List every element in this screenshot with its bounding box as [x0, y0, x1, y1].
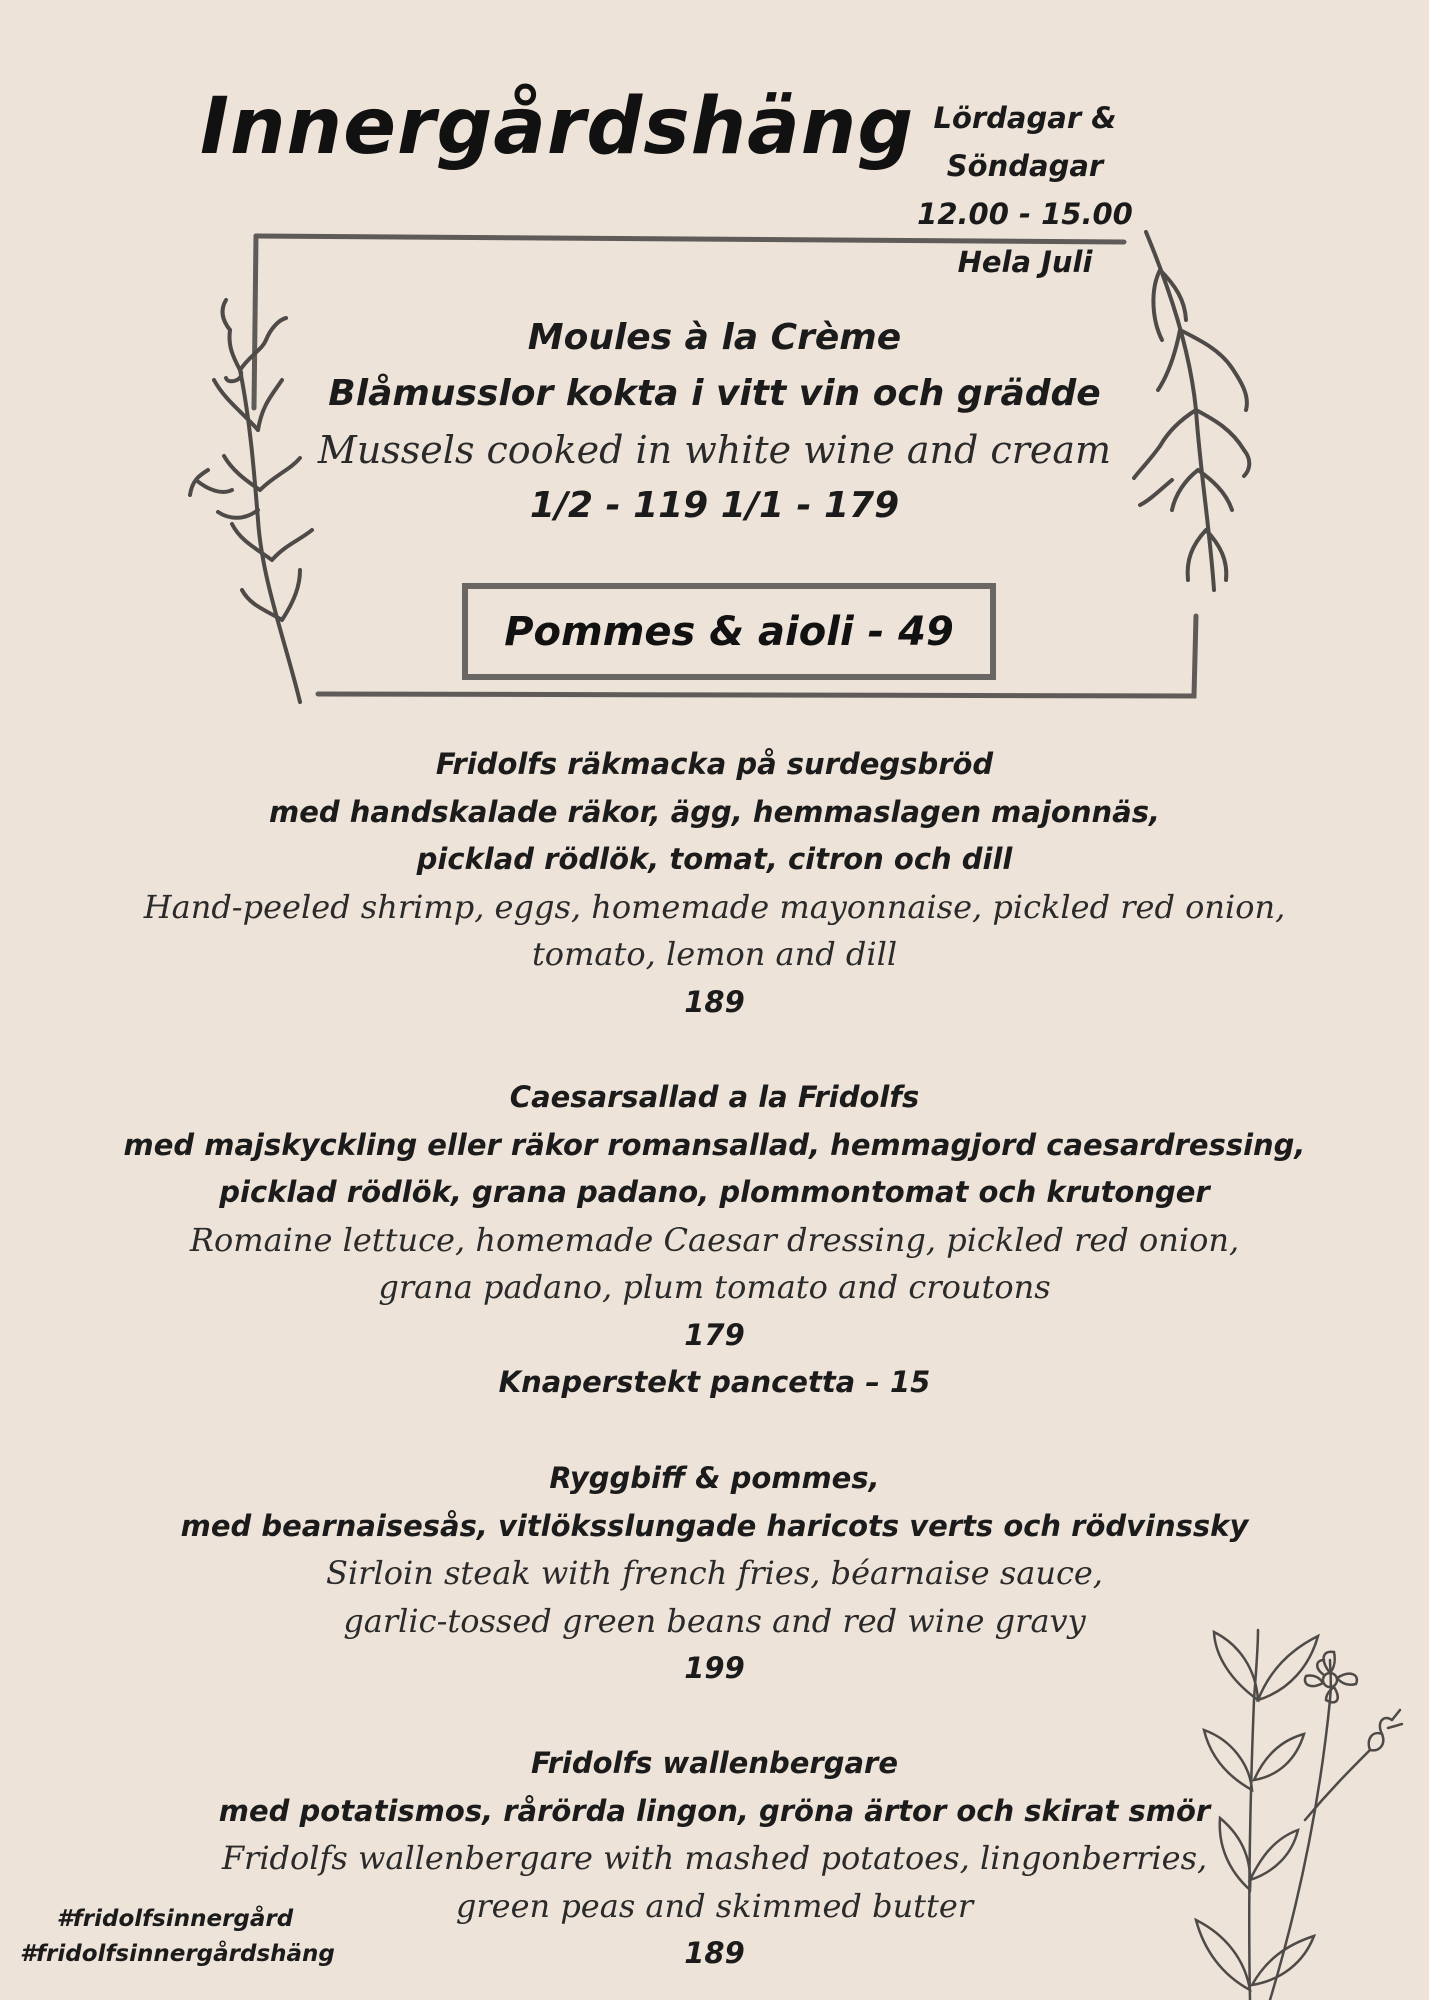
menu-item-swedish: med handskalade räkor, ägg, hemmaslagen majonnäs,: [269, 794, 1160, 829]
menu-item-price: 179: [684, 1317, 745, 1352]
menu-item-name: Caesarsallad a la Fridolfs: [509, 1080, 920, 1114]
menu-item: [0, 1074, 1429, 1407]
menu-item-english: Sirloin steak with french fries, béarnaise sauce,: [326, 1554, 1103, 1592]
menu-item-english: green peas and skimmed butter: [455, 1886, 974, 1925]
menu-item-price: 199: [684, 1651, 745, 1685]
menu-item: [0, 1455, 1429, 1693]
menu-item-swedish: med majskyckling eller räkor romansallad, hemmagjord caesardressing,: [123, 1127, 1306, 1162]
menu-item-swedish: picklad rödlök, tomat, citron och dill: [416, 842, 1013, 876]
hashtags: [20, 1902, 335, 1972]
featured-dish-swedish: Blåmusslor kokta i vitt vin och grädde: [328, 373, 1101, 414]
menu-item-english: garlic-tossed green beans and red wine gravy: [343, 1601, 1086, 1640]
menu-item-name: Ryggbiff & pommes,: [549, 1461, 880, 1495]
hashtag: #fridolfsinnergårdshäng: [20, 1941, 335, 1967]
schedule-hours: 12.00 - 15.00: [917, 197, 1133, 231]
schedule-period: Hela Juli: [957, 245, 1093, 279]
menu-item-extra: Knaperstekt pancetta – 15: [498, 1365, 931, 1399]
menu-item-english: Hand-peeled shrimp, eggs, homemade mayonnaise, pickled red onion,: [143, 887, 1286, 926]
schedule-days: Lördagar & Söndagar: [933, 101, 1117, 183]
hashtag: #fridolfsinnergård: [56, 1906, 294, 1932]
menu-item-english: Fridolfs wallenbergare with mashed potatoes, lingonberries,: [221, 1839, 1208, 1877]
menu-item-swedish: med bearnaisesås, vitlöksslungade haricots verts och rödvinssky: [180, 1508, 1249, 1543]
menu-title: Innergårdshäng: [200, 82, 915, 172]
menu-item-price: 189: [684, 984, 745, 1019]
menu-item-swedish: med potatismos, rårörda lingon, gröna ärtor och skirat smör: [218, 1793, 1211, 1828]
menu-item-swedish: picklad rödlök, grana padano, plommontomat och krutonger: [219, 1175, 1210, 1209]
menu-item-english: Romaine lettuce, homemade Caesar dressing, pickled red onion,: [189, 1220, 1240, 1259]
menu-item-price: 189: [684, 1936, 745, 1970]
menu-item-english: grana padano, plum tomato and croutons: [378, 1268, 1051, 1306]
menu-item-english: tomato, lemon and dill: [531, 935, 898, 973]
menu-item: [0, 741, 1429, 1026]
menu-item-name: Fridolfs wallenbergare: [530, 1746, 899, 1780]
side-dish-label: Pommes & aioli - 49: [504, 608, 954, 655]
featured-dish-name: Moules à la Crème: [527, 317, 902, 358]
featured-dish: [0, 310, 1429, 534]
menu-item-name: Fridolfs räkmacka på surdegsbröd: [435, 747, 994, 781]
featured-dish-english: Mussels cooked in white wine and cream: [317, 428, 1112, 472]
schedule-info: [860, 94, 1190, 286]
side-dish-box: [462, 583, 996, 680]
featured-dish-price: 1/2 - 119 1/1 - 179: [529, 485, 900, 526]
